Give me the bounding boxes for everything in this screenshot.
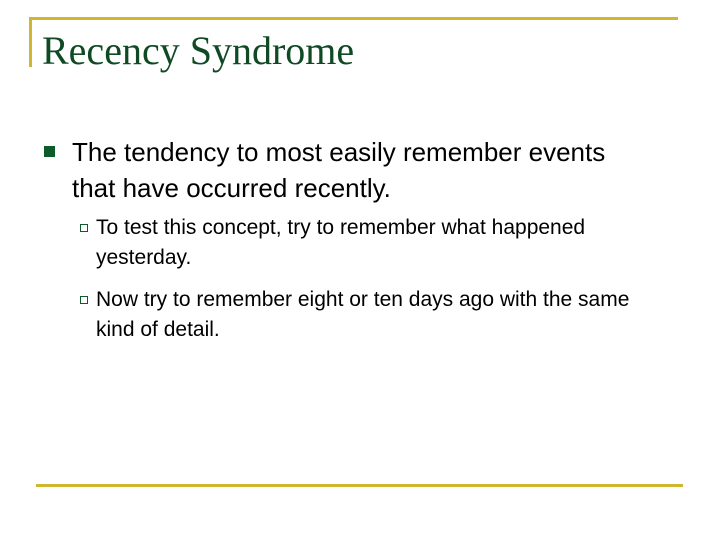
bottom-frame-line bbox=[36, 484, 683, 487]
filled-square-bullet-icon bbox=[44, 146, 55, 157]
slide-title: Recency Syndrome bbox=[42, 28, 355, 73]
sub-bullet-text: To test this concept, try to remember what happened yesterday. bbox=[96, 216, 586, 269]
hollow-square-bullet-icon bbox=[80, 296, 88, 304]
hollow-square-bullet-icon bbox=[80, 224, 88, 232]
left-frame-line bbox=[29, 17, 32, 67]
sub-bullet-text: Now try to remember eight or ten days ago with the same kind of detail. bbox=[96, 288, 630, 341]
top-frame-line bbox=[29, 17, 678, 20]
bullet-text: The tendency to most easily remember events that have occurred recently. bbox=[72, 137, 606, 203]
